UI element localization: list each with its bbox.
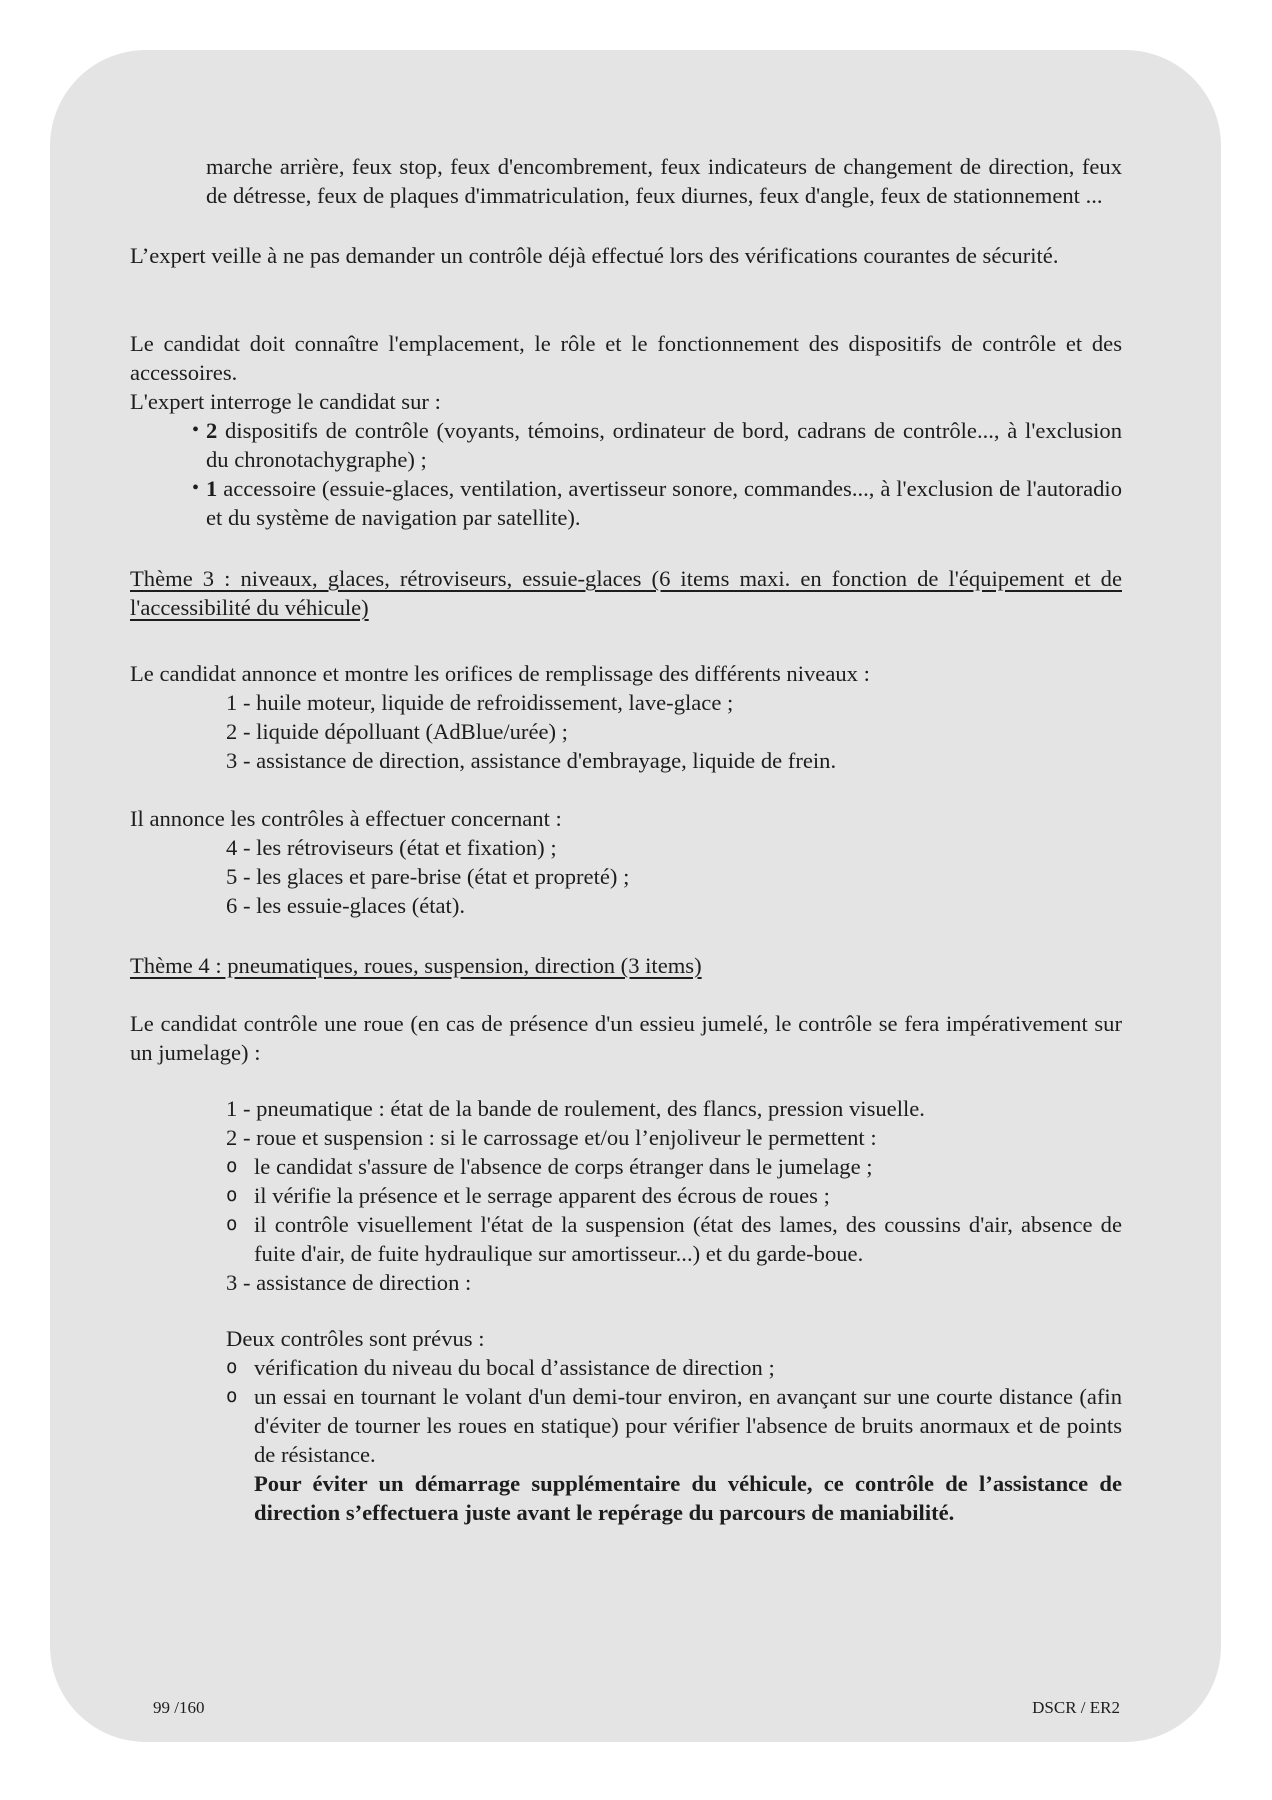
bullet-text: accessoire (essuie-glaces, ventilation, avertisseur sonore, commandes..., à l'exclusion de l'autoradio et du système de navigation par satellite). (206, 476, 1122, 530)
section-dispositifs (130, 329, 1122, 532)
sub-list-item (226, 1181, 1122, 1210)
section-roue-items (226, 1094, 1122, 1297)
bullet-icon: • (192, 419, 200, 441)
bullet-item-accessoire (130, 474, 1122, 532)
circle-bullet-icon: o (226, 1356, 238, 1378)
list-item: 2 - liquide dépolluant (AdBlue/urée) ; (226, 719, 568, 744)
paragraph-deux-controles: Deux contrôles sont prévus : (226, 1326, 485, 1351)
paragraph-bold-note: Pour éviter un démarrage supplémentaire du véhicule, ce contrôle de l’assistance de direction s’effectuera juste avant le repérage du parcours de maniabilité. (254, 1471, 1122, 1525)
circle-bullet-icon: o (226, 1184, 238, 1206)
bullet-bold-number: 1 (206, 476, 218, 501)
sub-list-text: le candidat s'assure de l'absence de corps étranger dans le jumelage ; (254, 1154, 873, 1179)
theme3-heading-text: Thème 3 : niveaux, glaces, rétroviseurs, essuie-glaces (6 items maxi. en fonction de l'équipement et de l'accessibilité du véhicule) (130, 566, 1122, 620)
circle-bullet-icon: o (226, 1385, 238, 1407)
list-item: 1 - pneumatique : état de la bande de roulement, des flancs, pression visuelle. (226, 1096, 925, 1121)
list-item: 2 - roue et suspension : si le carrossage et/ou l’enjoliveur le permettent : (226, 1125, 877, 1150)
sub-list-item (226, 1382, 1122, 1469)
bullet-icon: • (192, 477, 200, 499)
document-reference: DSCR / ER2 (1032, 1698, 1120, 1717)
sub-list-text: il vérifie la présence et le serrage apparent des écrous de roues ; (254, 1183, 830, 1208)
paragraph-feux-list: marche arrière, feux stop, feux d'encombrement, feux indicateurs de changement de direction, feux de détresse, feux de plaques d'immatriculation, feux diurnes, feux d'angle, feux de stationnement ... (206, 154, 1122, 208)
paragraph-expert-veille: L’expert veille à ne pas demander un contrôle déjà effectué lors des vérifications courantes de sécurité. (130, 243, 1059, 268)
sub-list-item (226, 1353, 1122, 1382)
paragraph-candidat-connaitre: Le candidat doit connaître l'emplacement, le rôle et le fonctionnement des dispositifs de contrôle et des accessoires. (130, 331, 1122, 385)
bullet-bold-number: 2 (206, 418, 218, 443)
circle-bullet-icon: o (226, 1155, 238, 1177)
sub-list-text: il contrôle visuellement l'état de la suspension (état des lames, des coussins d'air, absence de fuite d'air, de fuite hydraulique sur amortisseur...) et du garde-boue. (254, 1212, 1122, 1266)
page-number: 99 /160 (153, 1698, 205, 1717)
theme4-heading-text: Thème 4 : pneumatiques, roues, suspension, direction (3 items) (130, 953, 702, 978)
theme4-heading (130, 951, 1122, 980)
paragraph-roue-intro: Le candidat contrôle une roue (en cas de présence d'un essieu jumelé, le contrôle se fera impérativement sur un jumelage) : (130, 1011, 1122, 1065)
list-item: 5 - les glaces et pare-brise (état et propreté) ; (226, 864, 630, 889)
section-niveaux (130, 659, 1122, 775)
paragraph-controles-intro: Il annonce les contrôles à effectuer concernant : (130, 806, 562, 831)
sub-list-item (226, 1152, 1122, 1181)
theme3-heading (130, 564, 1122, 622)
bullet-text: dispositifs de contrôle (voyants, témoins, ordinateur de bord, cadrans de contrôle..., à l'exclusion du chronotachygraphe) ; (206, 418, 1122, 472)
sub-list-item (226, 1210, 1122, 1268)
list-item: 3 - assistance de direction : (226, 1270, 472, 1295)
list-item: 3 - assistance de direction, assistance d'embrayage, liquide de frein. (226, 748, 837, 773)
paragraph-niveaux-intro: Le candidat annonce et montre les orifices de remplissage des différents niveaux : (130, 661, 870, 686)
list-item: 4 - les rétroviseurs (état et fixation) ; (226, 835, 557, 860)
page-footer (153, 1697, 1120, 1719)
bullet-item-dispositifs (130, 416, 1122, 474)
list-item: 6 - les essuie-glaces (état). (226, 893, 466, 918)
circle-bullet-icon: o (226, 1213, 238, 1235)
section-controles (130, 804, 1122, 920)
sub-list-text: un essai en tournant le volant d'un demi-tour environ, en avançant sur une courte distance (afin d'éviter de tourner les roues en statique) pour vérifier l'absence de bruits anormaux et de points de résistance. (254, 1384, 1122, 1467)
sub-list-text: vérification du niveau du bocal d’assistance de direction ; (254, 1355, 775, 1380)
list-item: 1 - huile moteur, liquide de refroidissement, lave-glace ; (226, 690, 734, 715)
section-deux-controles (226, 1324, 1122, 1527)
paragraph-expert-interroge: L'expert interroge le candidat sur : (130, 389, 441, 414)
document-content (130, 0, 1122, 1800)
